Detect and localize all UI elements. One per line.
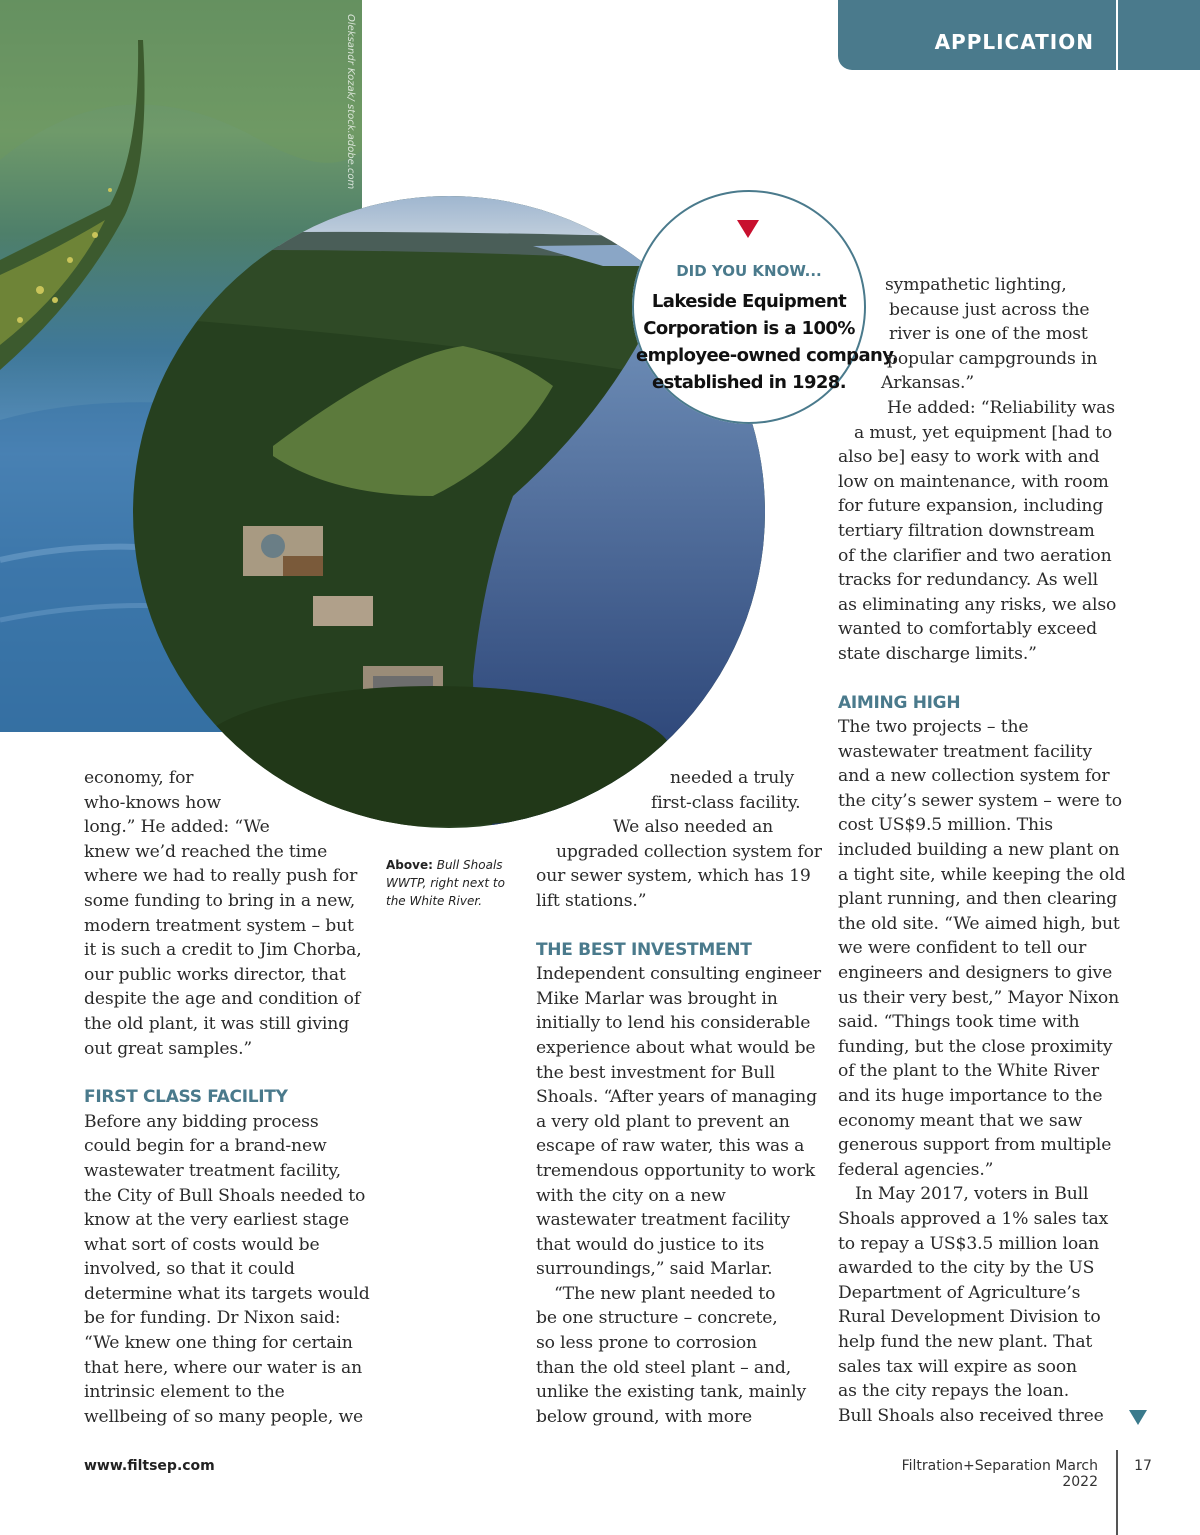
- body-line: as eliminating any risks, we also: [838, 594, 1117, 615]
- body-line: who-knows how: [84, 792, 221, 813]
- text-column-1: [84, 766, 370, 1429]
- caption-text: the White River.: [386, 894, 483, 908]
- body-line: funding, but the close proximity: [838, 1036, 1113, 1057]
- body-line: lift stations.”: [536, 890, 647, 911]
- body-line: In May 2017, voters in Bull: [855, 1184, 1089, 1205]
- body-line: first-class facility.: [651, 792, 801, 813]
- callout-line: employee-owned company,: [636, 345, 899, 366]
- body-line: experience about what would be: [536, 1037, 816, 1058]
- section-heading: AIMING HIGH: [838, 692, 961, 713]
- body-line: also be] easy to work with and: [838, 447, 1100, 468]
- body-line: the city’s sewer system – were to: [838, 790, 1122, 811]
- body-line: The two projects – the: [838, 717, 1029, 738]
- body-line: engineers and designers to give: [838, 963, 1113, 984]
- body-line: the old site. “We aimed high, but: [838, 913, 1120, 934]
- body-line: know at the very earliest stage: [84, 1210, 349, 1231]
- body-line: the City of Bull Shoals needed to: [84, 1185, 366, 1206]
- body-line: and a new collection system for: [838, 766, 1110, 787]
- photo-credit: Oleksandr Kozak/ stock.adobe.com: [345, 14, 356, 190]
- body-line: Independent consulting engineer: [536, 964, 821, 985]
- body-line: us their very best,” Mayor Nixon: [838, 987, 1119, 1008]
- body-line: what sort of costs would be: [84, 1234, 320, 1255]
- body-line: generous support from multiple: [838, 1135, 1112, 1156]
- body-line: knew we’d reached the time: [84, 841, 328, 862]
- body-line: included building a new plant on: [838, 840, 1120, 861]
- body-line: Rural Development Division to: [838, 1307, 1101, 1328]
- body-line: tremendous opportunity to work: [536, 1160, 815, 1181]
- body-line: low on maintenance, with room: [838, 471, 1109, 492]
- body-line: a tight site, while keeping the old: [838, 864, 1126, 885]
- body-line: so less prone to corrosion: [536, 1333, 757, 1354]
- body-line: said. “Things took time with: [838, 1012, 1080, 1033]
- body-line: where we had to really push for: [84, 866, 358, 887]
- body-line: that here, where our water is an: [84, 1357, 363, 1378]
- body-line: determine what its targets would: [84, 1283, 370, 1304]
- body-line: wastewater treatment facility: [838, 741, 1092, 762]
- section-tab: APPLICATION: [838, 0, 1116, 70]
- continue-arrow-icon: [1129, 1410, 1147, 1425]
- body-line: be for funding. Dr Nixon said:: [84, 1308, 341, 1329]
- callout-text: [636, 288, 899, 396]
- body-line: “The new plant needed to: [554, 1283, 776, 1304]
- body-line: economy, for: [84, 768, 194, 788]
- body-line: federal agencies.”: [838, 1159, 994, 1180]
- body-line: the best investment for Bull: [536, 1062, 775, 1083]
- body-line: we were confident to tell our: [838, 938, 1087, 959]
- body-line: Department of Agriculture’s: [838, 1282, 1081, 1303]
- body-line: with the city on a new: [536, 1185, 726, 1206]
- body-line: Shoals. “After years of managing: [536, 1087, 817, 1108]
- body-line: wellbeing of so many people, we: [84, 1406, 364, 1427]
- callout-title: DID YOU KNOW...: [676, 262, 822, 280]
- callout-line: established in 1928.: [652, 372, 846, 393]
- body-line: surroundings,” said Marlar.: [536, 1259, 773, 1280]
- callout-line: Corporation is a 100%: [643, 318, 855, 339]
- footer-divider: [1116, 1450, 1118, 1535]
- body-line: that would do justice to its: [536, 1234, 765, 1255]
- body-line: escape of raw water, this was a: [536, 1136, 805, 1157]
- body-line: Arkansas.”: [881, 373, 974, 394]
- body-line: economy meant that we saw: [838, 1110, 1083, 1131]
- body-line: Shoals approved a 1% sales tax: [838, 1208, 1109, 1229]
- body-line: awarded to the city by the US: [838, 1258, 1095, 1279]
- body-line: and its huge importance to the: [838, 1086, 1103, 1106]
- body-line: sales tax will expire as soon: [838, 1356, 1077, 1377]
- caption-label: Above:: [386, 858, 433, 872]
- body-line: despite the age and condition of: [84, 989, 361, 1010]
- footer-website[interactable]: www.filtsep.com: [84, 1458, 215, 1474]
- body-line: because just across the: [889, 299, 1090, 320]
- photo-caption: [386, 856, 516, 910]
- body-line: a must, yet equipment [had to: [854, 422, 1113, 443]
- did-you-know-callout: [632, 190, 899, 424]
- body-line: cost US$9.5 million. This: [838, 815, 1053, 836]
- body-line: wastewater treatment facility: [536, 1210, 790, 1231]
- body-line: our sewer system, which has 19: [536, 866, 811, 887]
- caption-text: Bull Shoals: [436, 858, 503, 872]
- footer-publication: Filtration+Separation March 2022: [901, 1458, 1098, 1490]
- body-line: wastewater treatment facility,: [84, 1160, 341, 1181]
- body-line: our public works director, that: [84, 964, 346, 985]
- body-line: for future expansion, including: [838, 496, 1104, 517]
- body-line: tertiary filtration downstream: [838, 520, 1095, 541]
- body-line: sympathetic lighting,: [885, 275, 1067, 295]
- body-line: below ground, with more: [536, 1406, 753, 1427]
- body-line: to repay a US$3.5 million loan: [838, 1233, 1100, 1254]
- body-line: a very old plant to prevent an: [536, 1111, 790, 1132]
- body-line: some funding to bring in a new,: [84, 890, 356, 911]
- body-line: We also needed an: [613, 817, 774, 838]
- body-line: state discharge limits.”: [838, 643, 1037, 664]
- body-line: out great samples.”: [84, 1038, 253, 1059]
- section-heading: FIRST CLASS FACILITY: [84, 1087, 288, 1108]
- body-line: Before any bidding process: [84, 1111, 319, 1132]
- body-line: help fund the new plant. That: [838, 1331, 1093, 1352]
- arrow-down-icon: [737, 220, 759, 238]
- body-line: tracks for redundancy. As well: [838, 570, 1098, 591]
- section-tab-end: [1118, 0, 1200, 70]
- body-line: could begin for a brand-new: [84, 1136, 327, 1157]
- text-column-3: [838, 273, 1128, 1428]
- body-line: river is one of the most: [889, 324, 1088, 345]
- body-line: initially to lend his considerable: [536, 1013, 811, 1034]
- section-heading: THE BEST INVESTMENT: [536, 939, 752, 960]
- callout-line: Lakeside Equipment: [651, 291, 847, 312]
- body-line: than the old steel plant – and,: [536, 1357, 792, 1378]
- body-line: of the plant to the White River: [838, 1061, 1099, 1082]
- body-line: plant running, and then clearing: [838, 889, 1118, 910]
- body-line: Mike Marlar was brought in: [536, 988, 778, 1009]
- body-line: as the city repays the loan.: [838, 1381, 1070, 1402]
- body-line: of the clarifier and two aeration: [838, 545, 1112, 566]
- body-line: the old plant, it was still giving: [84, 1013, 350, 1034]
- caption-text: WWTP, right next to: [386, 876, 505, 890]
- body-line: wanted to comfortably exceed: [838, 619, 1097, 640]
- body-line: it is such a credit to Jim Chorba,: [84, 940, 362, 961]
- body-line: involved, so that it could: [84, 1259, 295, 1280]
- body-line: Bull Shoals also received three: [838, 1405, 1104, 1426]
- body-line: unlike the existing tank, mainly: [536, 1382, 806, 1403]
- body-line: modern treatment system – but: [84, 915, 354, 936]
- body-line: long.” He added: “We: [84, 817, 270, 838]
- text-column-2: [536, 766, 822, 1429]
- body-line: intrinsic element to the: [84, 1382, 285, 1403]
- body-line: “We knew one thing for certain: [84, 1333, 353, 1354]
- body-line: be one structure – concrete,: [536, 1308, 778, 1329]
- body-line: He added: “Reliability was: [887, 397, 1115, 418]
- page-number: 17: [1134, 1458, 1152, 1474]
- body-line: needed a truly: [670, 768, 795, 788]
- body-line: upgraded collection system for: [556, 841, 822, 862]
- body-line: popular campgrounds in: [887, 348, 1098, 369]
